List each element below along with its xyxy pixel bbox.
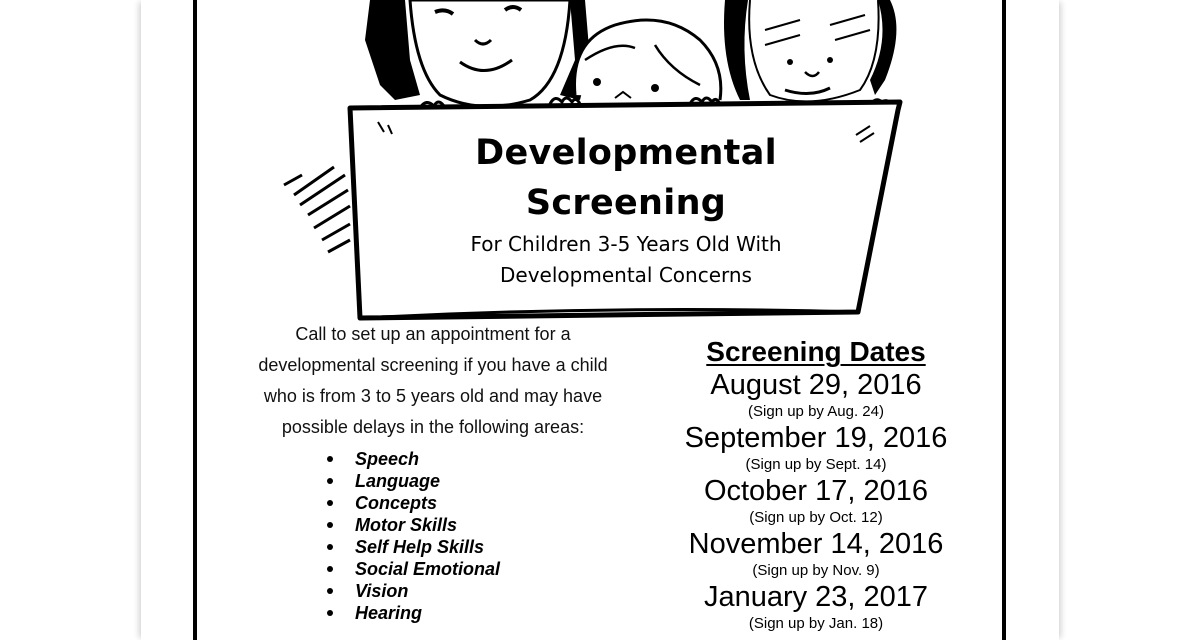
list-item [320,492,500,514]
screening-date: November 14, 2016 [688,528,944,560]
area-label: Self Help Skills [355,537,485,557]
signup-deadline: (Sign up by Jan. 18) [748,615,884,632]
intro-line: Call to set up an appointment for a [295,324,571,344]
bullet-icon [327,566,333,572]
list-item [320,558,500,580]
intro-line: developmental screening if you have a child [258,355,608,375]
list-item [320,470,500,492]
list-item [320,602,500,624]
bullet-icon [327,456,333,462]
area-label: Hearing [355,603,423,623]
bullet-icon [327,588,333,594]
sign-content [356,128,896,290]
screening-date: January 23, 2017 [703,581,929,613]
list-item [320,448,500,470]
title-line-2: Screening [525,183,727,223]
screening-date: October 17, 2016 [703,475,929,507]
delay-areas-list [320,448,500,624]
area-label: Concepts [355,493,438,513]
signup-deadline: (Sign up by Aug. 24) [748,403,884,420]
screening-date: August 29, 2016 [710,369,922,401]
list-item [320,514,500,536]
intro-line: who is from 3 to 5 years old and may have [263,386,603,406]
bullet-icon [327,500,333,506]
page-border-right [1002,0,1006,640]
screening-date: September 19, 2016 [684,422,948,454]
subtitle-line-1: For Children 3-5 Years Old With [470,232,782,256]
intro-line: possible delays in the following areas: [281,417,585,437]
bullet-icon [327,610,333,616]
subtitle-line-2: Developmental Concerns [500,263,752,287]
bullet-icon [327,522,333,528]
bullet-icon [327,544,333,550]
signup-deadline: (Sign up by Nov. 9) [752,562,880,579]
page-border-left [193,0,197,640]
area-label: Motor Skills [355,515,458,535]
area-label: Speech [355,449,420,469]
signup-deadline: (Sign up by Sept. 14) [745,456,887,473]
intro-paragraph [238,319,628,443]
list-item [320,536,500,558]
area-label: Vision [355,581,409,601]
signup-deadline: (Sign up by Oct. 12) [749,509,883,526]
area-label: Social Emotional [355,559,501,579]
title-line-1: Developmental [475,133,777,173]
list-item [320,580,500,602]
screening-dates-heading: Screening Dates [706,336,926,367]
screening-dates [640,335,992,634]
bullet-icon [327,478,333,484]
area-label: Language [355,471,441,491]
